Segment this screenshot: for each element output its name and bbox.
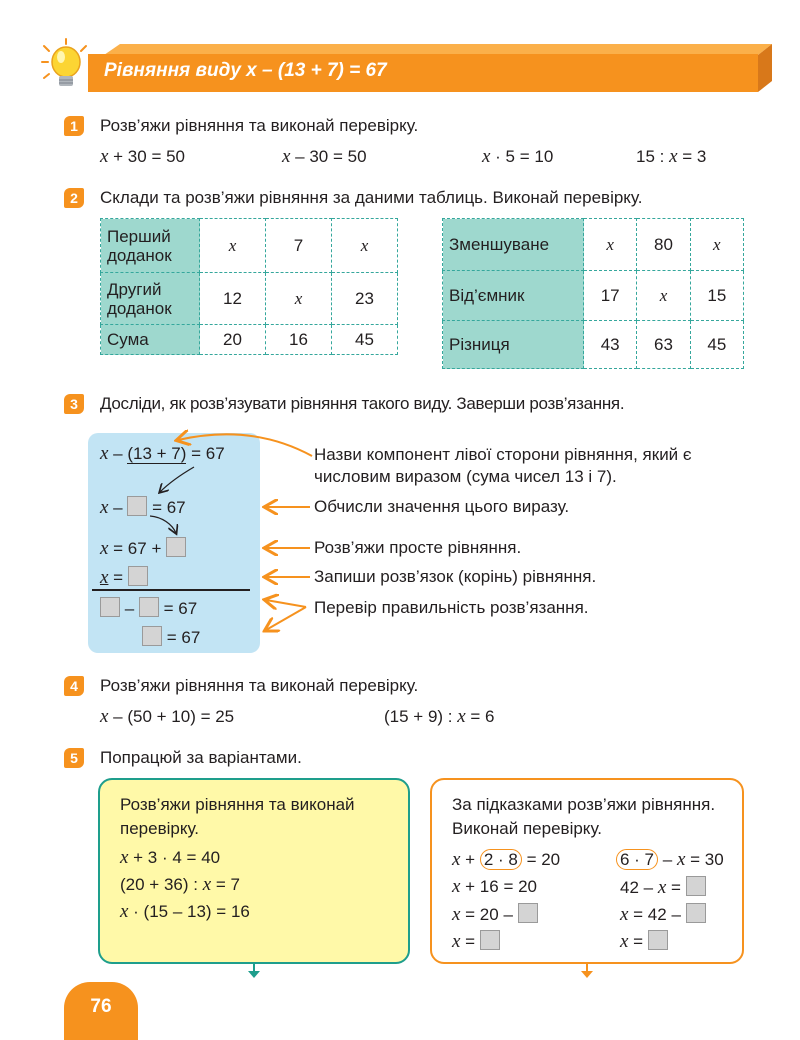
table-header-cell: Другий доданок (101, 273, 200, 325)
task-number-4: 4 (64, 676, 84, 696)
hint-5: Перевір правильність розв’язання. (314, 598, 589, 617)
solution-step-3: x = 67 + (100, 537, 186, 560)
solution-step-4: x = (100, 566, 148, 589)
task3-instruction: Досліди, як розв’язувати рівняння такого виду. Заверши розв’язання. (100, 394, 625, 413)
solution-step-2: x – = 67 (100, 497, 186, 518)
variant2-b-line-3: x = 42 – (620, 903, 706, 926)
table-cell: 43 (584, 321, 637, 369)
task-number-5: 5 (64, 748, 84, 768)
page-number-tab (64, 982, 138, 1040)
table-cell: 17 (584, 271, 637, 321)
table-cell: 16 (266, 325, 332, 355)
task1-instruction: Розв’яжи рівняння та виконай перевірку. (100, 116, 419, 135)
task1-equation-4: 15 : x = 3 (636, 146, 707, 167)
arrow-hint-1 (178, 434, 312, 456)
hint-3: Розв’яжи просте рівняння. (314, 538, 522, 557)
step-arrow (160, 467, 194, 492)
table-cell: 45 (690, 321, 743, 369)
task2-instruction: Склади та розв’яжи рівняння за даними таблиць. Виконай перевірку. (100, 188, 643, 207)
answer-box[interactable] (518, 903, 538, 923)
table-header-cell: Різниця (443, 321, 584, 369)
variant2-a-line-3: x = 20 – (452, 903, 538, 926)
answer-box[interactable] (648, 930, 668, 950)
page-number: 76 (90, 996, 112, 1017)
variant2-title: За підказками розв’яжи рівняння. Виконай перевірку. (452, 795, 716, 838)
task1-equation-1: x + 30 = 50 (100, 146, 186, 167)
task-number-1: 1 (64, 116, 84, 136)
variant2-a-line-4: x = (452, 930, 500, 953)
table-cell: 7 (266, 219, 332, 273)
hint-1: Назви компонент лівої сторони рівняння, який є числовим виразом (сума чисел 13 і 7). (314, 445, 692, 486)
table-cell: x (200, 219, 266, 273)
table-header-cell: Зменшуване (443, 219, 584, 271)
table-cell: 20 (200, 325, 266, 355)
table-cell: 80 (637, 219, 690, 271)
table-header-cell: Сума (101, 325, 200, 355)
variant1-equation-1: x + 3 · 4 = 40 (120, 847, 221, 868)
check-line-1: – = 67 (100, 597, 197, 619)
task4-equation-2: (15 + 9) : x = 6 (384, 706, 495, 727)
table-cell: x (637, 271, 690, 321)
arrow-hint-5a (266, 600, 306, 607)
table-header-cell: Від’ємник (443, 271, 584, 321)
table-header-cell: Перший доданок (101, 219, 200, 273)
hint-4: Запиши розв’язок (корінь) рівняння. (314, 567, 597, 586)
variant2-a-line-1: x + 2 · 8 = 20 (452, 849, 561, 870)
down-arrow-icon (578, 964, 596, 980)
task1-equation-3: x · 5 = 10 (482, 146, 554, 167)
table-cell: x (266, 273, 332, 325)
hint-2: Обчисли значення цього виразу. (314, 497, 570, 516)
solution-step-1: x – (13 + 7) = 67 (100, 443, 225, 464)
task-number-2: 2 (64, 188, 84, 208)
variant2-b-line-4: x = (620, 930, 668, 953)
section-title: Рівняння виду x – (13 + 7) = 67 (104, 60, 387, 81)
table-cell: x (584, 219, 637, 271)
table-cell: x (332, 219, 398, 273)
answer-box[interactable] (480, 930, 500, 950)
table-cell: x (690, 219, 743, 271)
variant1-equation-3: x · (15 – 13) = 16 (120, 901, 250, 922)
task4-instruction: Розв’яжи рівняння та виконай перевірку. (100, 676, 419, 695)
table-cell: 63 (637, 321, 690, 369)
table-cell: 23 (332, 273, 398, 325)
step-arrow (150, 516, 176, 533)
variant2-a-line-2: x + 16 = 20 (452, 876, 538, 897)
down-arrow-icon (245, 964, 263, 980)
variant2-b-line-1: 6 · 7 – x = 30 (616, 849, 724, 871)
answer-box[interactable] (686, 903, 706, 923)
variant1-equation-2: (20 + 36) : x = 7 (120, 874, 240, 895)
task-number-3: 3 (64, 394, 84, 414)
answer-box[interactable] (686, 876, 706, 896)
table-cell: 12 (200, 273, 266, 325)
variant2-b-line-2: 42 – x = (620, 876, 706, 899)
table-cell: 15 (690, 271, 743, 321)
table-cell: 45 (332, 325, 398, 355)
check-line-2: = 67 (142, 626, 200, 648)
task4-equation-1: x – (50 + 10) = 25 (100, 706, 235, 727)
variant1-title: Розв’яжи рівняння та виконай перевірку. (120, 795, 355, 838)
task1-equation-2: x – 30 = 50 (282, 146, 367, 167)
arrow-hint-5b (266, 607, 306, 630)
task5-instruction: Попрацюй за варіантами. (100, 748, 302, 767)
